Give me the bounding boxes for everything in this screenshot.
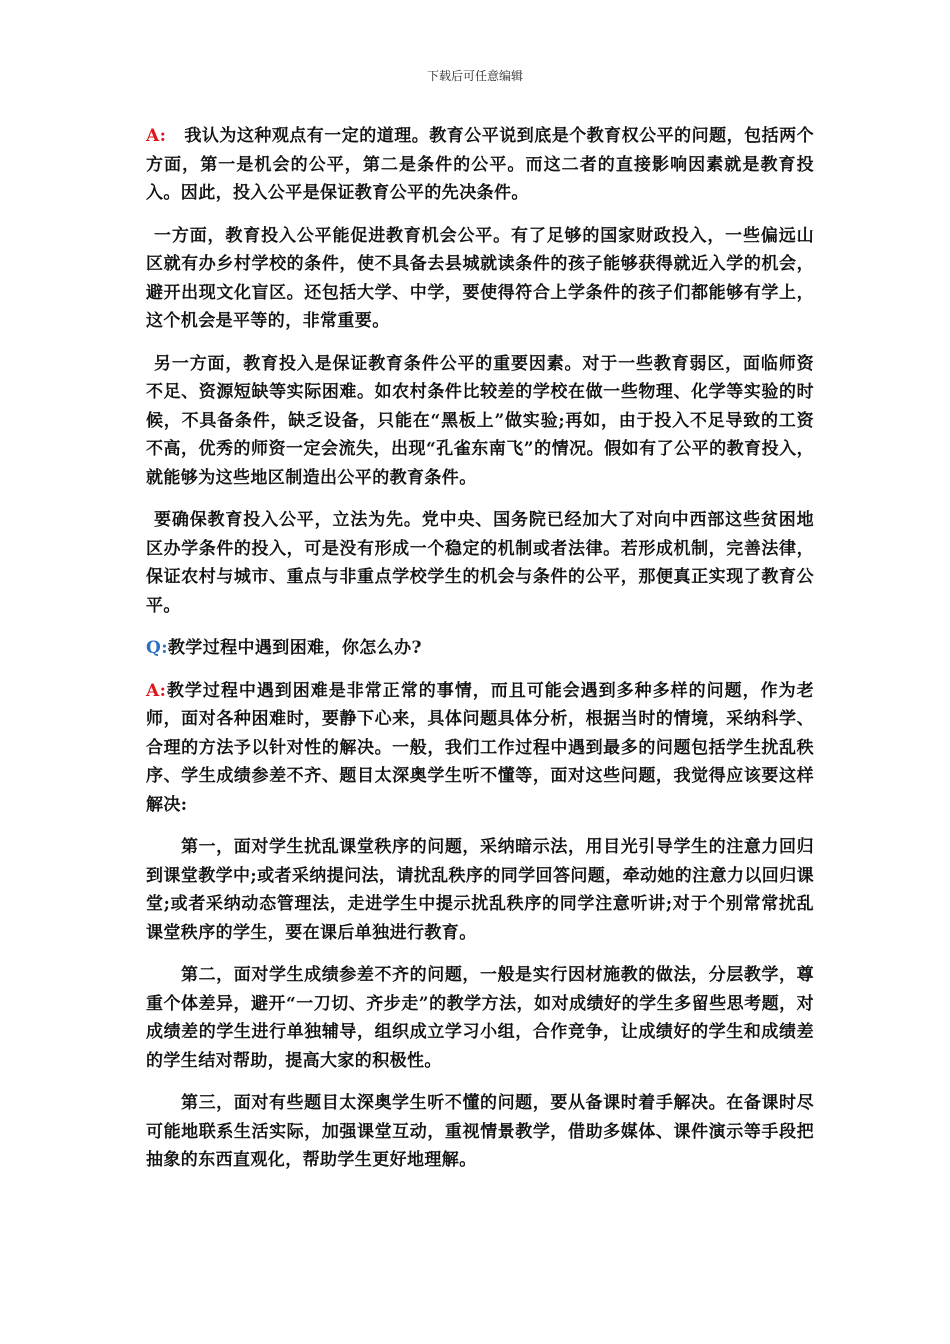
answer-marker: A: [146,680,167,701]
question-paragraph [146,634,814,663]
paragraph-third-point: 第三，面对有些题目太深奥学生听不懂的问题，要从备课时着手解决。在备课时尽可能地联系生活实际，加强课堂互动，重视情景教学，借助多媒体、课件演示等手段把抽象的东西直观化，帮助学生更好地理解。 [146,1093,814,1170]
question-marker: Q: [146,638,168,658]
document-body [146,122,814,1189]
paragraph-4: 要确保教育投入公平，立法为先。党中央、国务院已经加大了对向中西部这些贫困地区办学条件的投入，可是没有形成一个稳定的机制或者法律。若形成机制，完善法律，保证农村与城市、重点与非重点学校学生的机会与条件的公平，那便真正实现了教育公平。 [146,510,814,616]
answer-paragraph-1 [146,122,814,208]
answer-text: 教学过程中遇到困难是非常正常的事情，而且可能会遇到多种多样的问题，作为老师，面对各种困难时，要静下心来，具体问题具体分析，根据当时的情境，采纳科学、合理的方法予以针对性的解决。一般，我们工作过程中遇到最多的问题包括学生扰乱秩序、学生成绩参差不齐、题目太深奥学生听不懂等，面对这些问题，我觉得应该要这样解决: [146,680,814,815]
paragraph-second-point: 第二，面对学生成绩参差不齐的问题，一般是实行因材施教的做法，分层教学，尊重个体差异，避开“一刀切、齐步走”的教学方法，如对成绩好的学生多留些思考题，对成绩差的学生进行单独辅导，组织成立学习小组，合作竞争，让成绩好的学生和成绩差的学生结对帮助，提高大家的积极性。 [146,965,814,1071]
answer-marker: A: [146,126,167,146]
paragraph-first-point: 第一，面对学生扰乱课堂秩序的问题，采纳暗示法，用目光引导学生的注意力回归到课堂教学中;或者采纳提问法，请扰乱秩序的同学回答问题，牵动她的注意力以回归课堂;或者采纳动态管理法，走进学生中提示扰乱秩序的同学注意听讲;对于个别常常扰乱课堂秩序的学生，要在课后单独进行教育。 [146,837,814,943]
paragraph-2: 一方面，教育投入公平能促进教育机会公平。有了足够的国家财政投入，一些偏远山区就有办乡村学校的条件，使不具备去县城就读条件的孩子能够获得就近入学的机会，避开出现文化盲区。还包括大学、中学，要使得符合上学条件的孩子们都能够有学上，这个机会是平等的，非常重要。 [146,225,814,331]
answer-text: 我认为这种观点有一定的道理。教育公平说到底是个教育权公平的问题，包括两个方面，第一是机会的公平，第二是条件的公平。而这二者的直接影响因素就是教育投入。因此，投入公平是保证教育公平的先决条件。 [146,126,814,203]
question-text: 教学过程中遇到困难，你怎么办? [167,638,422,658]
answer-paragraph-2 [146,677,814,820]
page-header: 下载后可任意编辑 [426,69,523,83]
paragraph-3: 另一方面，教育投入是保证教育条件公平的重要因素。对于一些教育弱区，面临师资不足、资源短缺等实际困难。如农村条件比较差的学校在做一些物理、化学等实验的时候，不具备条件，缺乏设备，只能在“黑板上”做实验;再如，由于投入不足导致的工资不高，优秀的师资一定会流失，出现“孔雀东南飞”的情况。假如有了公平的教育投入，就能够为这些地区制造出公平的教育条件。 [146,353,814,488]
